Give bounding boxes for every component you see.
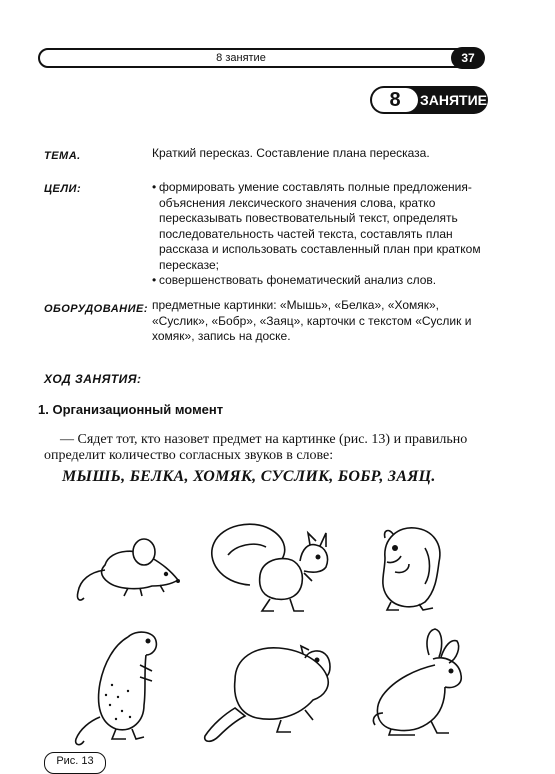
section-title: 1. Организационный момент: [38, 402, 224, 417]
beaver-icon: [195, 630, 345, 745]
dialog-paragraph: — Сядет тот, кто назовет предмет на картинке (рис. 13) и правильно определит количество согласных звуков в слове:: [44, 432, 468, 463]
gopher-icon: [70, 625, 180, 750]
running-header: [38, 48, 484, 68]
goals-list: [152, 180, 498, 289]
topic-label: ТЕМА.: [44, 150, 81, 162]
word-list: МЫШЬ, БЕЛКА, ХОМЯК, СУСЛИК, БОБР, ЗАЯЦ.: [62, 468, 436, 485]
lesson-badge: [370, 86, 488, 114]
header-title: 8 занятие: [216, 52, 266, 64]
hare-icon: [355, 625, 475, 740]
hamster-icon: [365, 518, 455, 613]
goal-item: • совершенствовать фонематический анализ слов.: [152, 273, 498, 289]
equipment-label: ОБОРУДОВАНИЕ:: [44, 303, 149, 315]
figure-caption: Рис. 13: [44, 752, 106, 774]
lesson-number: 8: [372, 88, 418, 112]
topic-text: Краткий пересказ. Составление плана пересказа.: [152, 146, 430, 160]
goals-label: ЦЕЛИ:: [44, 183, 82, 195]
goal-item: • формировать умение составлять полные предложения-объяснения лексического значения слова, кратко пересказывать повествовательный текст, определять последовательность частей текста, составлять план рассказа и использовать составленный план при кратком пересказе;: [152, 180, 498, 273]
squirrel-icon: [200, 515, 340, 620]
page-number: 37: [451, 47, 485, 69]
equipment-text: предметные картинки: «Мышь», «Белка», «Хомяк», «Суслик», «Бобр», «Заяц», карточки с текстом «Суслик и хомяк», запись на доске.: [152, 298, 472, 343]
lesson-word: ЗАНЯТИЕ: [420, 92, 488, 108]
mouse-icon: [70, 530, 190, 605]
procedure-label: ХОД ЗАНЯТИЯ:: [44, 372, 142, 386]
